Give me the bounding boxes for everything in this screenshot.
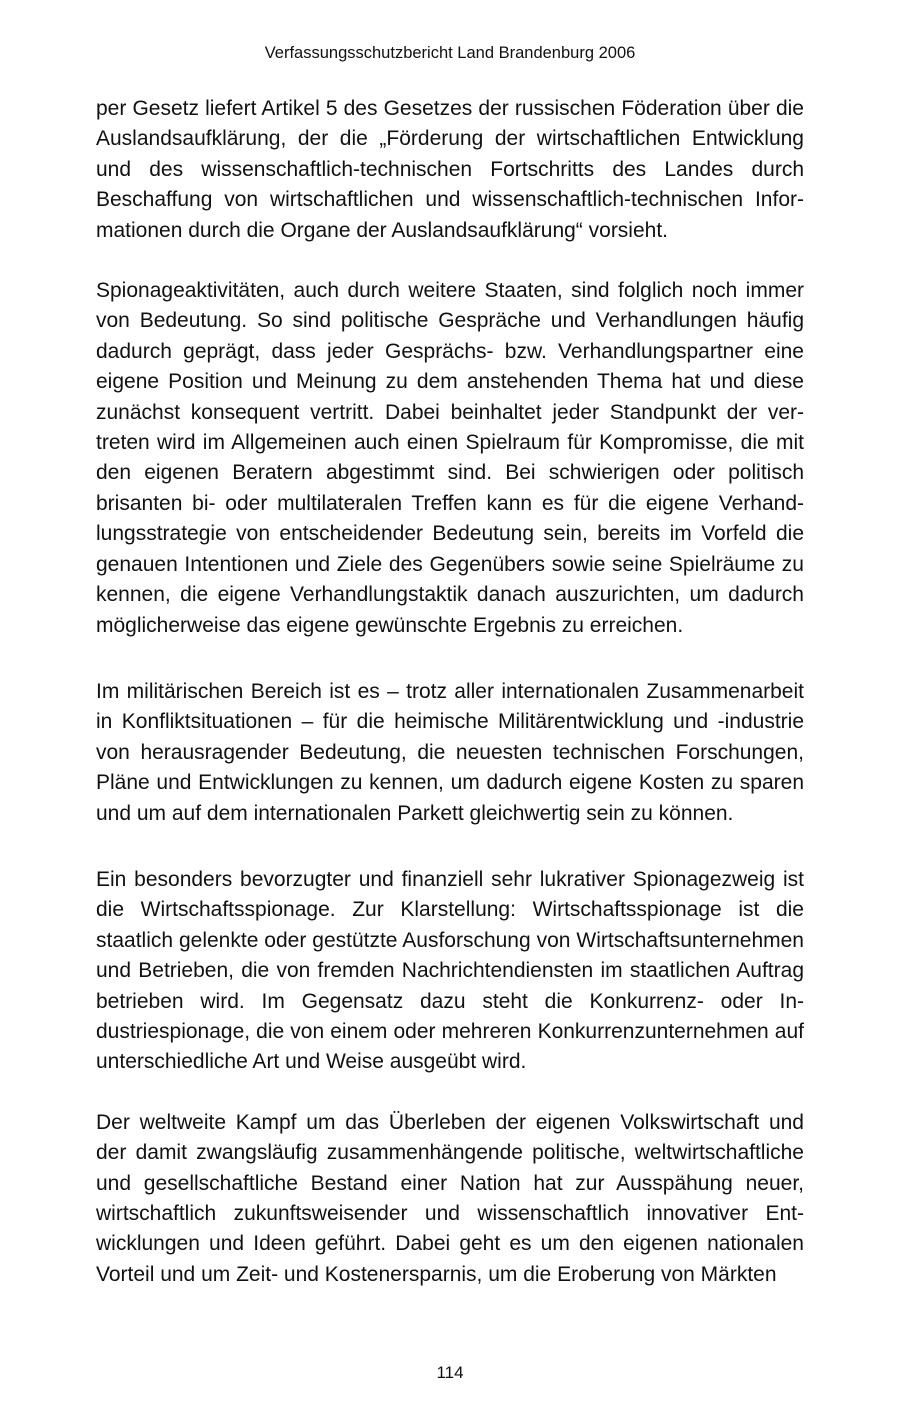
paragraph-economic-espionage: Ein besonders bevorzugter und finanziell sehr lukrativer Spionagezweig ist die Wirtschaftsspionage. Zur Klarstellung: Wirtschaftsspionage ist die staatlich gelenkte oder gestützte Ausforschung von Wirtschaftsunternehmen und Betrieben, die von fremden Nachrichtendiensten im staatlichen Auftrag betrieben wird. Im Gegensatz dazu steht die Konkurrenz- oder Industriespionage, die von einem oder mehreren Konkurrenzunternehmen auf unterschiedliche Art und Weise ausgeübt wird. bbox=[96, 867, 804, 1074]
body-text bbox=[96, 94, 804, 1320]
paragraph-foreign-intelligence-law: per Gesetz liefert Artikel 5 des Gesetzes der russischen Föderation über die Auslandsaufklärung, der die „Förderung der wirtschaftlichen Entwicklung und des wissenschaftlich-technischen Fortschritts des Landes durch Beschaffung von wirtschaftlichen und wissenschaftlich-technischen Informationen durch die Organe der Auslandsaufklärung“ vorsieht. bbox=[96, 97, 804, 242]
paragraph-political-espionage: Spionageaktivitäten, auch durch weitere Staaten, sind folglich noch immer von Bedeutung. So sind politische Gespräche und Verhandlungen häufig dadurch geprägt, dass jeder Gesprächs- bzw. Verhandlungspartner eine eigene Position und Meinung zu dem anstehenden Thema hat und diese zunächst konsequent vertritt. Dabei beinhaltet jeder Standpunkt der vertreten wird im Allgemeinen auch einen Spielraum für Kompromisse, die mit den eigenen Beratern abgestimmt sind. Bei schwierigen oder politisch brisanten bi- oder multilateralen Treffen kann es für die eigene Verhandlungsstrategie von entscheidender Bedeutung sein, bereits im Vorfeld die genauen Intentionen und Ziele des Gegenübers sowie seine Spielräume zu kennen, die eigene Verhandlungstaktik danach auszurichten, um dadurch möglicherweise das eigene gewünschte Ergebnis zu erreichen. bbox=[96, 279, 804, 637]
page-number: 114 bbox=[436, 1363, 464, 1382]
running-header: Verfassungsschutzbericht Land Brandenburg 2006 bbox=[264, 44, 636, 62]
paragraph-military-espionage: Im militärischen Bereich ist es – trotz aller internationalen Zusammenarbeit in Konfliktsituationen – für die heimische Militärentwicklung und -industrie von herausragender Bedeutung, die neuesten technischen Forschungen, Pläne und Entwicklungen zu kennen, um dadurch eigene Kosten zu sparen und um auf dem internationalen Parkett gleichwertig sein zu können. bbox=[96, 679, 804, 825]
paragraph-global-competition: Der weltweite Kampf um das Überleben der eigenen Volkswirtschaft und der damit zwangsläufig zusammenhängende politische, weltwirtschaftliche und gesellschaftliche Bestand einer Nation hat zur Ausspähung neuer, wirtschaftlich zukunftsweisender und wissenschaftlich innovativer Entwicklungen und Ideen geführt. Dabei geht es um den eigenen nationalen Vorteil und um Zeit- und Kostenersparnis, um die Eroberung von Märkten bbox=[96, 1110, 804, 1286]
